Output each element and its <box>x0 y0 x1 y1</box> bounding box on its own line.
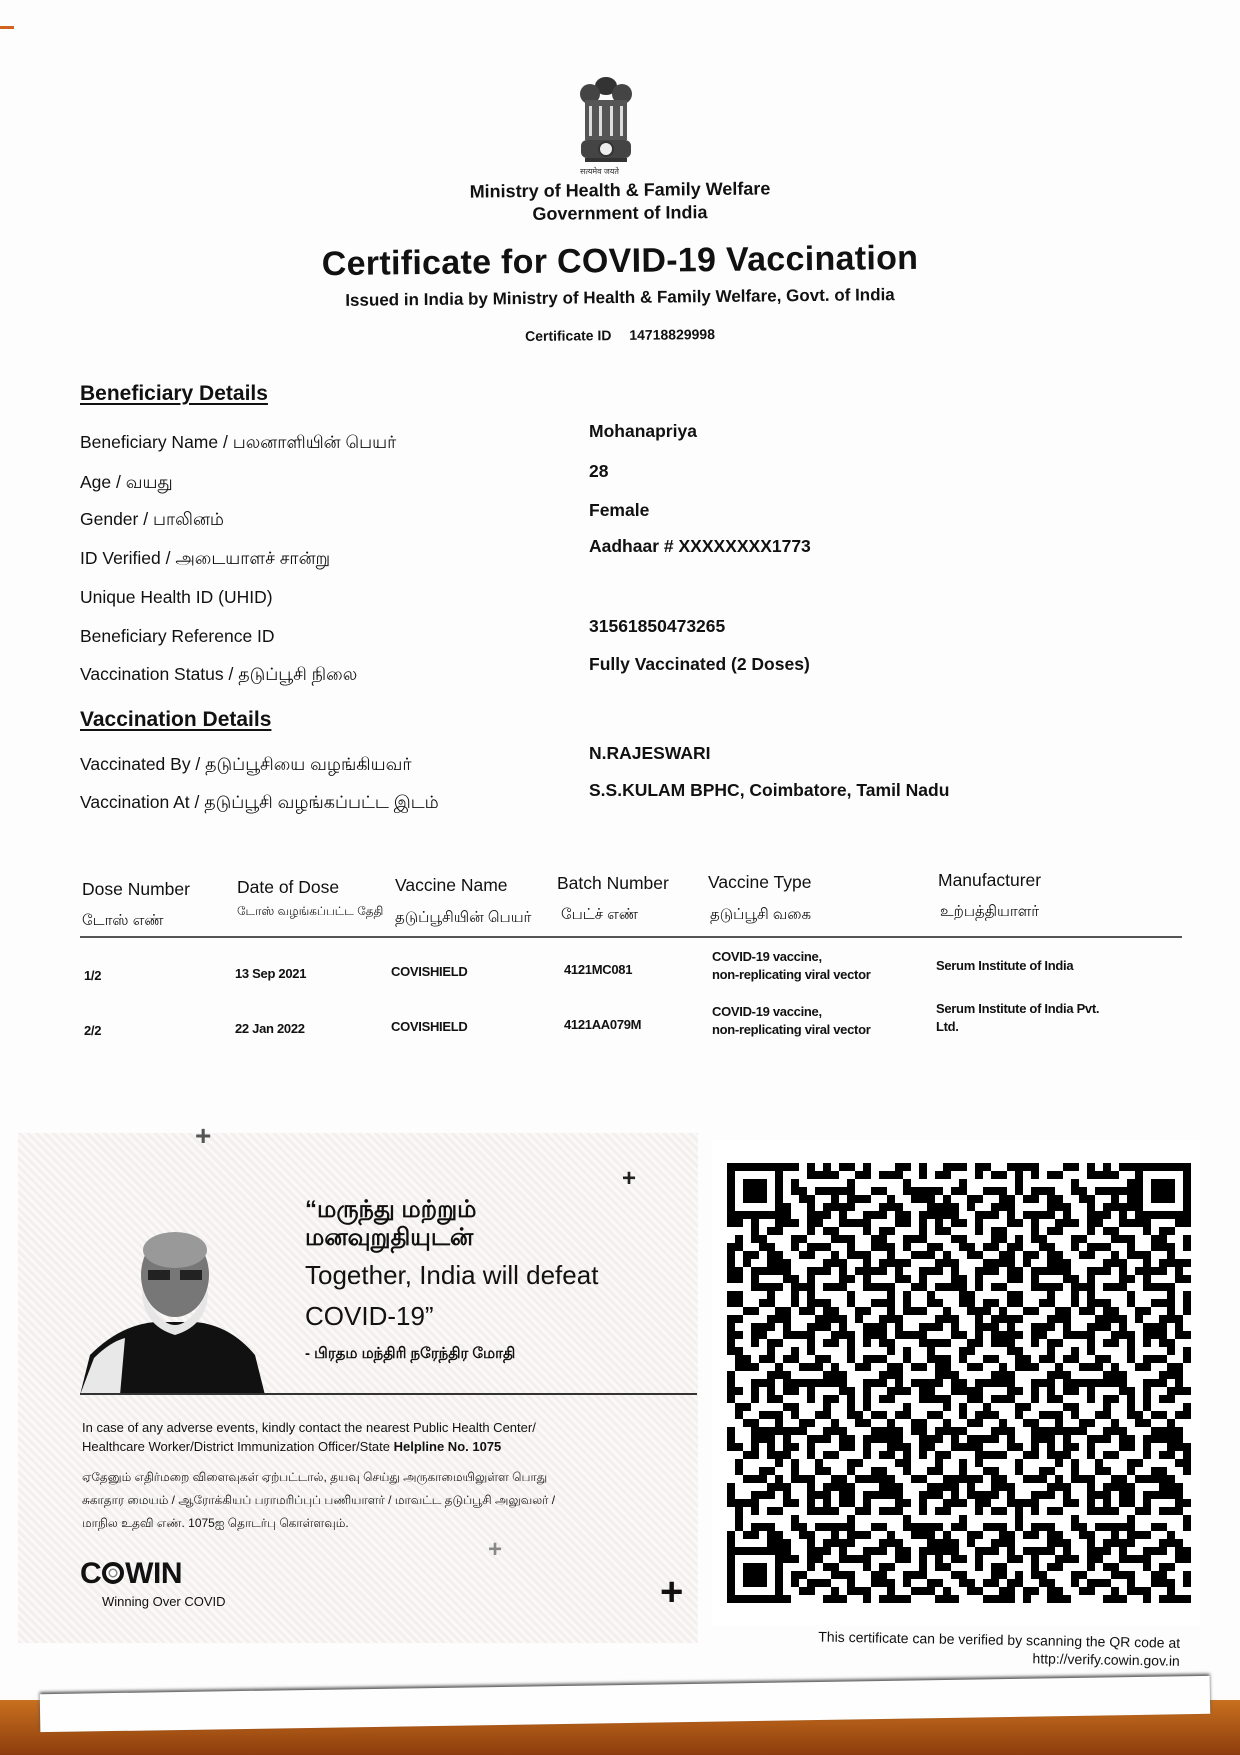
col-header-batch-number: Batch Number <box>557 873 669 893</box>
quote-english-line-1: Together, India will defeat <box>305 1260 599 1290</box>
manufacturer-line-1: Serum Institute of India <box>936 958 1074 973</box>
vaccination-at-value: S.S.KULAM BPHC, Coimbatore, Tamil Nadu <box>589 780 950 800</box>
uhid-label: Unique Health ID (UHID) <box>80 587 273 607</box>
adverse-events-notice-ta <box>82 1466 682 1535</box>
quote-tamil-line-1: “மருந்து மற்றும் <box>305 1196 477 1223</box>
dose-number: 1/2 <box>84 968 102 983</box>
vaccinated-by-value: N.RAJESWARI <box>589 743 711 763</box>
age-value: 28 <box>589 461 609 481</box>
prime-minister-portrait <box>80 1230 265 1395</box>
gender-value: Female <box>589 500 650 520</box>
manufacturer-line-2: Ltd. <box>936 1019 959 1034</box>
id-verified-label: ID Verified / அடையாளச் சான்று <box>80 548 331 568</box>
col-header-manufacturer-ta: உற்பத்தியாளர் <box>940 903 1040 920</box>
col-header-date-ta: டோஸ் வழங்கப்பட்ட தேதி <box>237 904 384 918</box>
cowin-logo-c: C <box>80 1557 102 1590</box>
crosshair-mark-icon: + <box>488 1536 503 1563</box>
page-title: Certificate for COVID-19 Vaccination <box>321 238 919 284</box>
col-header-manufacturer: Manufacturer <box>938 870 1042 890</box>
vaccine-name: COVISHIELD <box>391 1019 468 1034</box>
adverse-en-line-2: Healthcare Worker/District Immunization Officer/State <box>82 1439 394 1454</box>
verify-note <box>740 1626 1181 1670</box>
emblem-motto: सत्यमेव जयते <box>580 167 619 176</box>
vaccine-type <box>712 948 870 984</box>
ministry-name: Ministry of Health & Family Welfare <box>469 178 771 202</box>
col-header-batch-number-ta: பேட்ச் எண் <box>561 906 639 923</box>
quote-english-line-2: COVID-19” <box>305 1301 434 1331</box>
id-verified-value: Aadhaar # XXXXXXXX1773 <box>589 536 811 556</box>
vaccination-details-heading: Vaccination Details <box>80 708 272 731</box>
vaccination-status-label: Vaccination Status / தடுப்பூசி நிலை <box>80 664 358 684</box>
vaccine-type-line-1: COVID-19 vaccine, <box>712 949 822 964</box>
gender-label: Gender / பாலினம் <box>80 509 224 529</box>
beneficiary-name-value: Mohanapriya <box>589 421 697 441</box>
crosshair-mark-icon: + <box>660 1570 684 1614</box>
batch-number: 4121AA079M <box>564 1017 642 1032</box>
promo-divider <box>80 1393 697 1395</box>
beneficiary-details-heading: Beneficiary Details <box>80 382 268 405</box>
crosshair-mark-icon: + <box>622 1165 637 1192</box>
cowin-tagline: Winning Over COVID <box>102 1594 226 1609</box>
vaccination-status-value: Fully Vaccinated (2 Doses) <box>589 654 810 674</box>
col-header-vaccine-name-ta: தடுப்பூசியின் பெயர் <box>395 909 532 926</box>
helpline-number: Helpline No. 1075 <box>393 1439 502 1454</box>
quote-tamil <box>305 1196 476 1252</box>
government-name: Government of India <box>532 202 708 224</box>
quote-tamil-line-2: மனவுறுதியுடன் <box>305 1224 474 1251</box>
crosshair-mark-icon: + <box>195 1120 212 1151</box>
verify-url[interactable]: http://verify.cowin.gov.in <box>1032 1650 1180 1669</box>
beneficiary-reference-id-value: 31561850473265 <box>589 616 726 636</box>
col-header-date: Date of Dose <box>237 877 340 897</box>
batch-number: 4121MC081 <box>564 962 633 977</box>
cowin-logo <box>80 1557 182 1591</box>
vaccine-type <box>712 1003 870 1039</box>
dose-date: 22 Jan 2022 <box>235 1021 305 1036</box>
adverse-ta-line-2: சுகாதார மையம் / ஆரோக்கியப் பராமரிப்புப் பணியாளர் / மாவட்ட தடுப்பூசி அலுவலர் / <box>82 1493 556 1507</box>
adverse-events-notice-en <box>82 1418 682 1456</box>
adverse-en-line-1: In case of any adverse events, kindly contact the nearest Public Health Center/ <box>82 1420 536 1435</box>
cowin-logo-rest: WIN <box>125 1557 182 1590</box>
scan-edge-mark <box>0 26 14 29</box>
quote-attribution: - பிரதம மந்திரி நரேந்திர மோதி <box>305 1345 516 1362</box>
dose-number: 2/2 <box>84 1023 102 1038</box>
dose-date: 13 Sep 2021 <box>235 966 307 981</box>
national-emblem-icon <box>575 72 637 174</box>
adverse-ta-line-1: ஏதேனும் எதிர்மறை விளைவுகள் ஏற்பட்டால், தயவு செய்து அருகாமையிலுள்ள பொது <box>82 1470 548 1484</box>
certificate-id-label: Certificate ID <box>524 327 612 344</box>
certificate-id-value: 14718829998 <box>629 326 716 343</box>
verify-text: This certificate can be verified by scanning the QR code at <box>818 1628 1181 1651</box>
issued-by: Issued in India by Ministry of Health & Family Welfare, Govt. of India <box>345 285 895 310</box>
manufacturer-line-1: Serum Institute of India Pvt. <box>936 1001 1100 1016</box>
beneficiary-reference-id-label: Beneficiary Reference ID <box>80 626 275 646</box>
col-header-vaccine-name: Vaccine Name <box>395 875 508 895</box>
certificate-id <box>0 321 1240 350</box>
vaccination-at-label: Vaccination At / தடுப்பூசி வழங்கப்பட்ட இடம் <box>80 792 439 812</box>
quote-english <box>305 1255 598 1337</box>
vaccine-type-line-1: COVID-19 vaccine, <box>712 1004 822 1019</box>
qr-code-icon <box>727 1163 1191 1603</box>
col-header-dose-number: Dose Number <box>82 879 190 899</box>
manufacturer <box>936 957 1073 975</box>
adverse-ta-line-3: மாநில உதவி எண். 1075ஐ தொடர்பு கொள்ளவும். <box>82 1516 349 1530</box>
vaccine-name: COVISHIELD <box>391 964 468 979</box>
table-divider <box>80 936 1182 938</box>
manufacturer <box>936 1000 1099 1036</box>
beneficiary-name-label: Beneficiary Name / பலனாளியின் பெயர் <box>80 432 397 452</box>
col-header-dose-number-ta: டோஸ் எண் <box>82 912 164 929</box>
vaccinated-by-label: Vaccinated By / தடுப்பூசியை வழங்கியவர் <box>80 754 412 774</box>
cowin-globe-icon <box>102 1562 124 1584</box>
col-header-vaccine-type: Vaccine Type <box>708 872 812 892</box>
col-header-vaccine-type-ta: தடுப்பூசி வகை <box>710 906 812 923</box>
vaccine-type-line-2: non-replicating viral vector <box>712 1022 871 1037</box>
vaccine-type-line-2: non-replicating viral vector <box>712 967 871 982</box>
age-label: Age / வயது <box>80 472 173 492</box>
